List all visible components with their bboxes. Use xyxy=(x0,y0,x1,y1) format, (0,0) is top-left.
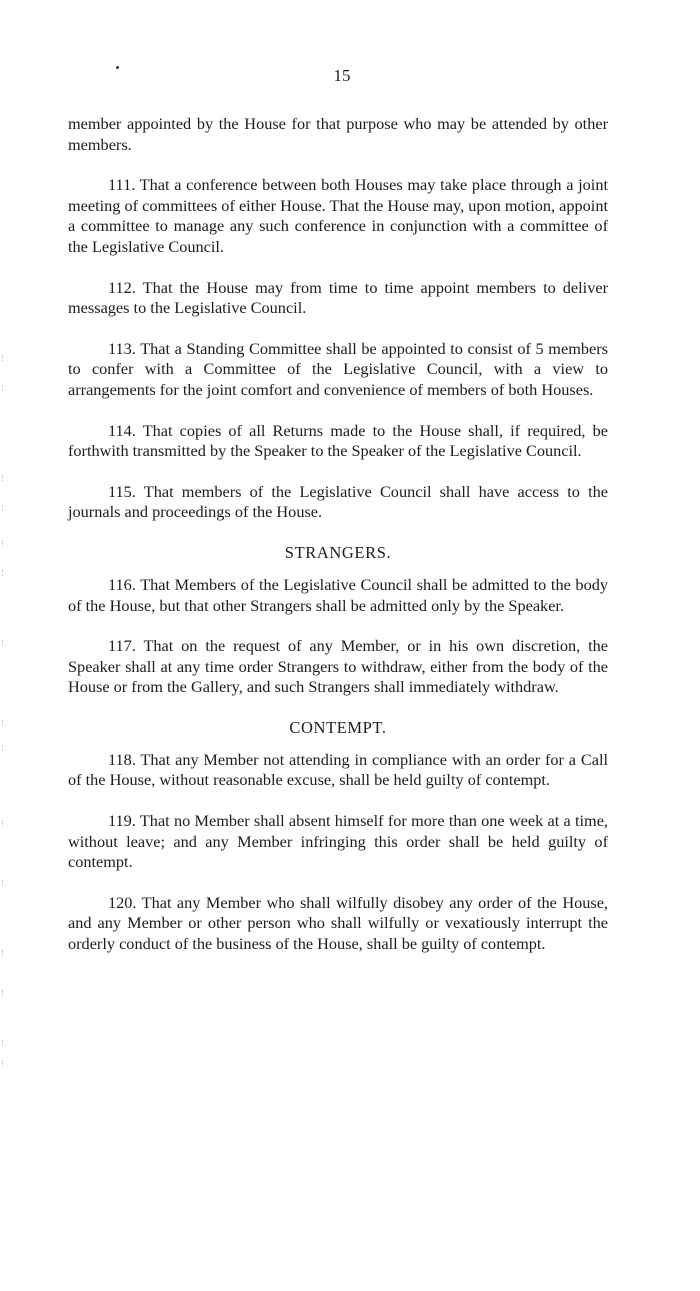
margin-speck xyxy=(2,385,7,391)
margin-speck xyxy=(2,475,7,481)
margin-speck xyxy=(2,505,7,511)
section-heading-strangers: STRANGERS. xyxy=(284,542,392,562)
margin-speck xyxy=(2,745,7,751)
paragraph-continued: member appointed by the House for that purpose who may be attended by other members. xyxy=(68,114,608,154)
paragraph-112: 112. That the House may from time to time appoint members to deliver messages to the Legislative Council. xyxy=(68,277,608,318)
margin-speck xyxy=(2,540,7,546)
paragraph-115: 115. That members of the Legislative Council shall have access to the journals and proceedings of the House. xyxy=(68,481,608,522)
margin-speck xyxy=(2,570,7,576)
section-heading-contempt: CONTEMPT. xyxy=(289,717,387,737)
paragraph-117: 117. That on the request of any Member, or in his own discretion, the Speaker shall at any time order Strangers to withdraw, either from the body of the House or from the Gallery, and such Strangers shall immediately withdraw. xyxy=(68,636,608,697)
paragraph-111: 111. That a conference between both Houses may take place through a joint meeting of committees of either House. That the House may, upon motion, appoint a committee to manage any such conference in conjunction with a committee of the Legislative Council. xyxy=(68,175,608,256)
margin-speck xyxy=(2,880,7,886)
margin-speck xyxy=(2,1040,7,1046)
margin-speck xyxy=(2,990,7,996)
paragraph-119: 119. That no Member shall absent himself for more than one week at a time, without leave; and any Member infringing this order shall be held guilty of contempt. xyxy=(68,811,608,872)
margin-speck xyxy=(2,355,7,361)
margin-speck xyxy=(2,820,7,826)
document-page xyxy=(68,66,608,975)
margin-speck xyxy=(2,720,7,726)
left-margin-specks xyxy=(0,0,14,1291)
margin-speck xyxy=(2,640,7,646)
page-number: 15 xyxy=(333,66,351,85)
paragraph-113: 113. That a Standing Committee shall be appointed to consist of 5 members to confer with a Committee of the Legislative Council, with a view to arrangements for the joint comfort and convenience of members of both Houses. xyxy=(68,338,608,399)
margin-speck xyxy=(2,1060,7,1066)
paragraph-114: 114. That copies of all Returns made to the House shall, if required, be forthwith transmitted by the Speaker to the Speaker of the Legislative Council. xyxy=(68,420,608,461)
margin-speck xyxy=(2,950,7,956)
paragraph-120: 120. That any Member who shall wilfully disobey any order of the House, and any Member or other person who shall wilfully or vexatiously interrupt the orderly conduct of the business of the House, shall be guilty of contempt. xyxy=(68,892,608,954)
paragraph-118: 118. That any Member not attending in compliance with an order for a Call of the House, without reasonable excuse, shall be held guilty of contempt. xyxy=(68,749,608,790)
paragraph-116: 116. That Members of the Legislative Council shall be admitted to the body of the House, but that other Strangers shall be admitted only by the Speaker. xyxy=(68,574,608,615)
